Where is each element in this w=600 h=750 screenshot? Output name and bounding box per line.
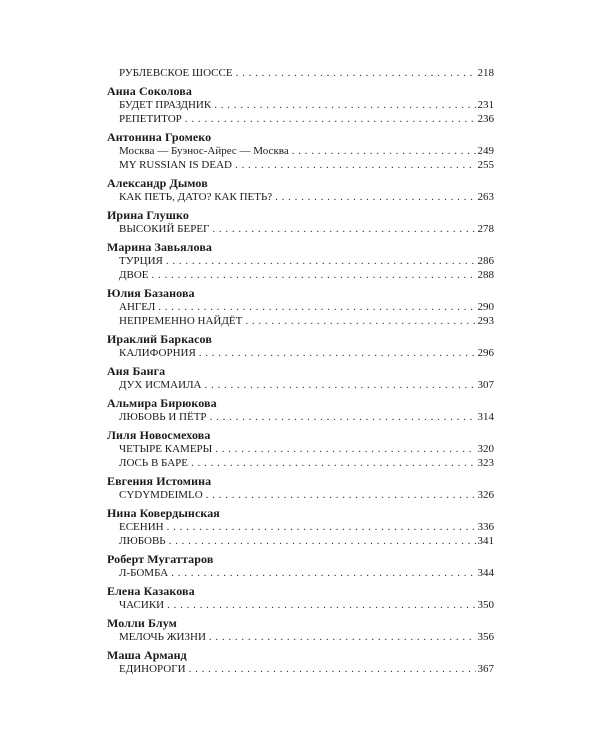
toc-entry — [119, 378, 494, 392]
entry-list — [107, 222, 494, 236]
entry-title: КАК ПЕТЬ, ДАТО? КАК ПЕТЬ? — [119, 191, 273, 203]
toc-author-group — [107, 584, 494, 612]
entry-title: ДВОЕ — [119, 269, 149, 281]
dot-leader — [169, 534, 476, 548]
toc-author-group — [107, 616, 494, 644]
dot-leader — [166, 254, 476, 268]
page-number: 314 — [477, 411, 494, 423]
dot-leader — [275, 190, 475, 204]
entry-list — [107, 254, 494, 282]
page-number: 263 — [477, 191, 494, 203]
toc-entry — [119, 254, 494, 268]
dot-leader — [199, 346, 476, 360]
toc-entry — [119, 314, 494, 328]
entry-list — [107, 66, 494, 80]
entry-list — [107, 98, 494, 126]
entry-title: MY RUSSIAN IS DEAD — [119, 159, 232, 171]
dot-leader — [214, 98, 475, 112]
page-number: 307 — [477, 379, 494, 391]
page-number: 367 — [477, 663, 494, 675]
page-number: 290 — [477, 301, 494, 313]
entry-list — [107, 442, 494, 470]
dot-leader — [204, 378, 475, 392]
entry-title: Л-БОМБА — [119, 567, 169, 579]
entry-list — [107, 144, 494, 172]
page-number: 296 — [477, 347, 494, 359]
toc-author-group — [107, 396, 494, 424]
entry-title: CYDYMDEIMLO — [119, 489, 203, 501]
dot-leader — [212, 222, 475, 236]
toc-author-group — [107, 648, 494, 676]
entry-title: ТУРЦИЯ — [119, 255, 163, 267]
entry-title: НЕПРЕМЕННО НАЙДЁТ — [119, 315, 243, 327]
page-number: 336 — [477, 521, 494, 533]
toc-author-group — [107, 506, 494, 548]
toc-entry — [119, 144, 494, 158]
dot-leader — [235, 158, 476, 172]
entry-title: БУДЕТ ПРАЗДНИК — [119, 99, 212, 111]
page-number: 356 — [477, 631, 494, 643]
author-name: Роберт Мугаттаров — [107, 552, 214, 566]
page-number: 218 — [477, 67, 494, 79]
dot-leader — [171, 566, 475, 580]
entry-list — [107, 378, 494, 392]
author-name: Нина Ковердынская — [107, 506, 220, 520]
entry-title: ВЫСОКИЙ БЕРЕГ — [119, 223, 210, 235]
page-number: 236 — [477, 113, 494, 125]
page-number: 350 — [477, 599, 494, 611]
toc-entry — [119, 598, 494, 612]
dot-leader — [158, 300, 475, 314]
author-name: Марина Завьялова — [107, 240, 212, 254]
entry-list — [107, 566, 494, 580]
entry-list — [107, 488, 494, 502]
toc-entry — [119, 158, 494, 172]
author-name: Аня Банга — [107, 364, 166, 378]
page-number: 341 — [477, 535, 494, 547]
toc-entry — [119, 346, 494, 360]
author-name: Александр Дымов — [107, 176, 208, 190]
toc-author-group — [107, 552, 494, 580]
page-number: 320 — [477, 443, 494, 455]
entry-title: АНГЕЛ — [119, 301, 156, 313]
toc-entry — [119, 442, 494, 456]
entry-title: ЛЮБОВЬ И ПЁТР — [119, 411, 207, 423]
entry-list — [107, 662, 494, 676]
author-name: Маша Арманд — [107, 648, 187, 662]
toc-entry — [119, 534, 494, 548]
entry-title: ЕСЕНИН — [119, 521, 164, 533]
dot-leader — [167, 520, 476, 534]
toc-entry — [119, 662, 494, 676]
dot-leader — [245, 314, 475, 328]
toc-author-group — [107, 364, 494, 392]
author-name: Елена Казакова — [107, 584, 195, 598]
page-number: 286 — [477, 255, 494, 267]
dot-leader — [152, 268, 476, 282]
entry-list — [107, 598, 494, 612]
entry-list — [107, 630, 494, 644]
author-name: Юлия Базанова — [107, 286, 195, 300]
toc-author-group — [107, 474, 494, 502]
toc-entry — [119, 300, 494, 314]
dot-leader — [206, 488, 476, 502]
page-number: 293 — [477, 315, 494, 327]
author-name: Альмира Бирюкова — [107, 396, 217, 410]
entry-list — [107, 410, 494, 424]
page-number: 231 — [477, 99, 494, 111]
entry-title: ЧЕТЫРЕ КАМЕРЫ — [119, 443, 213, 455]
entry-title: МЕЛОЧЬ ЖИЗНИ — [119, 631, 206, 643]
toc-author-group — [107, 66, 494, 80]
entry-title: ДУХ ИСМАИЛА — [119, 379, 202, 391]
toc-entry — [119, 410, 494, 424]
dot-leader — [215, 442, 475, 456]
toc-entry — [119, 566, 494, 580]
entry-title: ЛОСЬ В БАРЕ — [119, 457, 188, 469]
toc-entry — [119, 268, 494, 282]
entry-title: Москва — Буэнос-Айрес — Москва — [119, 145, 289, 157]
page-number: 249 — [477, 145, 494, 157]
toc-entry — [119, 66, 494, 80]
dot-leader — [191, 456, 476, 470]
author-name: Анна Соколова — [107, 84, 192, 98]
page-number: 255 — [477, 159, 494, 171]
toc-entry — [119, 190, 494, 204]
page-number: 323 — [477, 457, 494, 469]
dot-leader — [292, 144, 476, 158]
toc-entry — [119, 488, 494, 502]
toc-entry — [119, 630, 494, 644]
dot-leader — [167, 598, 475, 612]
table-of-contents — [107, 66, 494, 676]
entry-title: ЛЮБОВЬ — [119, 535, 166, 547]
toc-author-group — [107, 84, 494, 126]
entry-title: ЕДИНОРОГИ — [119, 663, 186, 675]
author-name: Евгения Истомина — [107, 474, 212, 488]
page-number: 278 — [477, 223, 494, 235]
dot-leader — [210, 410, 476, 424]
dot-leader — [189, 662, 476, 676]
toc-author-group — [107, 428, 494, 470]
entry-list — [107, 346, 494, 360]
author-name: Антонина Громеко — [107, 130, 212, 144]
toc-entry — [119, 222, 494, 236]
toc-author-group — [107, 130, 494, 172]
toc-entry — [119, 112, 494, 126]
page-number: 344 — [477, 567, 494, 579]
toc-entry — [119, 98, 494, 112]
entry-title: РЕПЕТИТОР — [119, 113, 182, 125]
dot-leader — [236, 66, 476, 80]
author-name: Лиля Новосмехова — [107, 428, 211, 442]
dot-leader — [185, 112, 476, 126]
author-name: Ираклий Баркасов — [107, 332, 212, 346]
page-number: 326 — [477, 489, 494, 501]
entry-title: КАЛИФОРНИЯ — [119, 347, 196, 359]
entry-list — [107, 190, 494, 204]
page-number: 288 — [477, 269, 494, 281]
author-name: Молли Блум — [107, 616, 177, 630]
entry-title: РУБЛЕВСКОЕ ШОССЕ — [119, 67, 233, 79]
entry-title: ЧАСИКИ — [119, 599, 165, 611]
dot-leader — [209, 630, 476, 644]
toc-author-group — [107, 332, 494, 360]
entry-list — [107, 520, 494, 548]
toc-author-group — [107, 176, 494, 204]
toc-author-group — [107, 240, 494, 282]
entry-list — [107, 300, 494, 328]
toc-author-group — [107, 208, 494, 236]
author-name: Ирина Глушко — [107, 208, 189, 222]
toc-author-group — [107, 286, 494, 328]
toc-entry — [119, 520, 494, 534]
toc-entry — [119, 456, 494, 470]
